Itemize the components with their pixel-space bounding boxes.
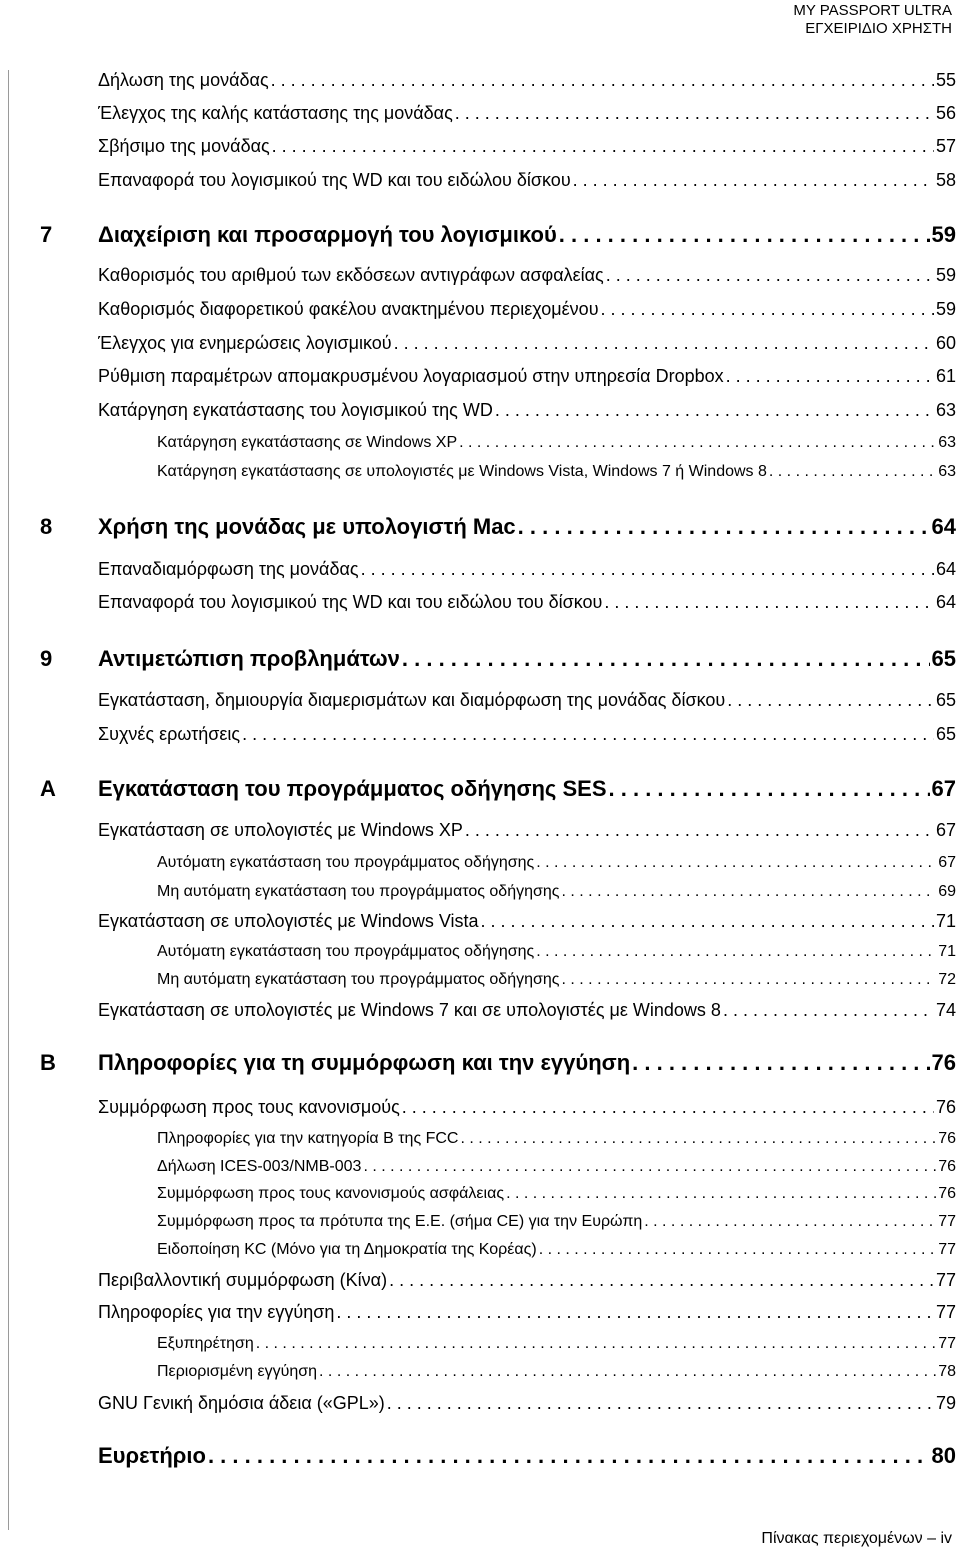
toc-entry-page: 61 xyxy=(935,366,956,386)
toc-entry[interactable] xyxy=(98,299,956,320)
toc-entry[interactable] xyxy=(98,592,956,613)
toc-entry-page: 65 xyxy=(935,724,956,744)
toc-entry-page: 76 xyxy=(931,1050,956,1075)
toc-entry[interactable] xyxy=(157,943,956,961)
toc-entry-page: 77 xyxy=(938,1241,956,1258)
toc-entry[interactable] xyxy=(157,434,956,452)
toc-entry[interactable] xyxy=(98,1270,956,1291)
toc-entry-page: 59 xyxy=(935,265,956,285)
toc-entry-title: Συμμόρφωση προς τα πρότυπα της Ε.Ε. (σήμα CE) για την Ευρώπη xyxy=(157,1213,643,1230)
dot-leader xyxy=(271,70,934,91)
dot-leader xyxy=(562,883,937,901)
dot-leader xyxy=(363,1158,936,1176)
toc-entry[interactable] xyxy=(98,690,956,711)
header-product: MY PASSPORT ULTRA xyxy=(793,2,952,19)
toc-entry-title: Πληροφορίες για την εγγύηση xyxy=(98,1302,335,1322)
toc-entry[interactable] xyxy=(98,366,956,387)
toc-entry-page: 65 xyxy=(931,646,956,671)
dot-leader xyxy=(536,854,936,872)
toc-entry-title: Κατάργηση εγκατάστασης σε Windows XP xyxy=(157,434,458,451)
toc-entry[interactable] xyxy=(157,1213,956,1231)
toc-entry[interactable] xyxy=(98,1000,956,1021)
toc-entry-page: 76 xyxy=(938,1130,956,1147)
chapter-number: 8 xyxy=(40,514,53,539)
toc-entry-page: 64 xyxy=(931,514,956,539)
toc-entry[interactable] xyxy=(157,1185,956,1203)
toc-entry-page: 55 xyxy=(935,70,956,90)
dot-leader xyxy=(459,434,936,452)
dot-leader xyxy=(402,1097,934,1118)
dot-leader xyxy=(208,1443,930,1469)
dot-leader xyxy=(518,514,930,540)
chapter-number: A xyxy=(40,776,56,801)
dot-leader xyxy=(644,1213,936,1231)
page-footer: Πίνακας περιεχομένων – iv xyxy=(761,1530,952,1547)
toc-entry-page: 78 xyxy=(938,1363,956,1380)
toc-entry[interactable] xyxy=(157,463,956,481)
dot-leader xyxy=(506,1185,936,1203)
toc-entry-title: Μη αυτόματη εγκατάσταση του προγράμματος οδήγησης xyxy=(157,971,560,988)
toc-entry[interactable] xyxy=(98,136,956,157)
toc-chapter-entry[interactable] xyxy=(98,222,956,248)
toc-entry[interactable] xyxy=(98,170,956,191)
toc-entry[interactable] xyxy=(98,70,956,91)
dot-leader xyxy=(601,299,934,320)
dot-leader xyxy=(460,1130,936,1148)
toc-entry-title: Πληροφορίες για την κατηγορία B της FCC xyxy=(157,1130,459,1147)
toc-entry-page: 67 xyxy=(935,820,956,840)
dot-leader xyxy=(726,366,934,387)
dot-leader xyxy=(539,1241,937,1259)
toc-entry-title: Συχνές ερωτήσεις xyxy=(98,724,241,744)
dot-leader xyxy=(632,1050,929,1076)
chapter-number: 9 xyxy=(40,646,53,671)
toc-entry[interactable] xyxy=(98,400,956,421)
toc-entry-title: Επαναδιαμόρφωση της μονάδας xyxy=(98,559,359,579)
toc-entry-title: Καθορισμός διαφορετικού φακέλου ανακτημένου περιεχομένου xyxy=(98,299,599,319)
toc-entry-title: Εγκατάσταση, δημιουργία διαμερισμάτων και διαμόρφωση της μονάδας δίσκου xyxy=(98,690,726,710)
toc-entry-title: Πληροφορίες για τη συμμόρφωση και την εγγύηση xyxy=(98,1050,631,1075)
dot-leader xyxy=(481,911,934,932)
chapter-number: 7 xyxy=(40,222,53,247)
dot-leader xyxy=(336,1302,934,1323)
toc-entry-title: Κατάργηση εγκατάστασης του λογισμικού της WD xyxy=(98,400,493,420)
toc-entry-page: 77 xyxy=(935,1302,956,1322)
dot-leader xyxy=(723,1000,934,1021)
toc-entry-title: Δήλωση της μονάδας xyxy=(98,70,269,90)
toc-entry-page: 63 xyxy=(938,463,956,480)
toc-entry-title: Συμμόρφωση προς τους κανονισμούς ασφάλειας xyxy=(157,1185,505,1202)
toc-entry-title: Αντιμετώπιση προβλημάτων xyxy=(98,646,400,671)
toc-entry-page: 77 xyxy=(938,1213,956,1230)
toc-entry-title: Ρύθμιση παραμέτρων απομακρυσμένου λογαριασμού στην υπηρεσία Dropbox xyxy=(98,366,724,386)
toc-entry[interactable] xyxy=(98,724,956,745)
toc-entry[interactable] xyxy=(98,911,956,932)
toc-entry[interactable] xyxy=(157,1363,956,1381)
chapter-number: B xyxy=(40,1050,56,1075)
toc-entry-page: 76 xyxy=(935,1097,956,1117)
dot-leader xyxy=(536,943,936,961)
toc-entry-title: Εγκατάσταση σε υπολογιστές με Windows 7 και σε υπολογιστές με Windows 8 xyxy=(98,1000,721,1020)
toc-entry-title: Αυτόματη εγκατάσταση του προγράμματος οδήγησης xyxy=(157,854,535,871)
toc-entry-page: 63 xyxy=(938,434,956,451)
dot-leader xyxy=(465,820,934,841)
toc-entry-title: Ειδοποίηση KC (Μόνο για τη Δημοκρατία της Κορέας) xyxy=(157,1241,537,1258)
toc-entry-title: Ευρετήριο xyxy=(98,1443,206,1468)
toc-entry-title: Επαναφορά του λογισμικού της WD και του ειδώλου του δίσκου xyxy=(98,592,603,612)
toc-entry[interactable] xyxy=(157,883,956,901)
toc-entry[interactable] xyxy=(98,265,956,286)
toc-entry-page: 76 xyxy=(938,1158,956,1175)
dot-leader xyxy=(769,463,936,481)
toc-entry-page: 71 xyxy=(935,911,956,931)
dot-leader xyxy=(256,1335,936,1353)
toc-entry-page: 56 xyxy=(935,103,956,123)
toc-entry-title: Αυτόματη εγκατάσταση του προγράμματος οδήγησης xyxy=(157,943,535,960)
toc-entry-page: 77 xyxy=(935,1270,956,1290)
toc-entry-page: 76 xyxy=(938,1185,956,1202)
toc-entry[interactable] xyxy=(98,103,956,124)
toc-entry[interactable] xyxy=(157,1130,956,1148)
toc-entry-page: 63 xyxy=(935,400,956,420)
toc-entry-title: Κατάργηση εγκατάστασης σε υπολογιστές με Windows Vista, Windows 7 ή Windows 8 xyxy=(157,463,767,480)
toc-entry[interactable] xyxy=(98,1097,956,1118)
dot-leader xyxy=(361,559,934,580)
toc-entry-page: 64 xyxy=(935,592,956,612)
toc-chapter-entry[interactable] xyxy=(98,776,956,802)
toc-entry-title: GNU Γενική δημόσια άδεια («GPL») xyxy=(98,1393,385,1413)
toc-entry[interactable] xyxy=(157,1335,956,1353)
toc-chapter-entry[interactable] xyxy=(98,1443,956,1469)
toc-entry-title: Επαναφορά του λογισμικού της WD και του ειδώλου δίσκου xyxy=(98,170,571,190)
toc-chapter-entry[interactable] xyxy=(98,514,956,540)
toc-entry[interactable] xyxy=(98,559,956,580)
toc-entry-title: Εγκατάσταση σε υπολογιστές με Windows XP xyxy=(98,820,463,840)
dot-leader xyxy=(455,103,934,124)
toc-entry-page: 65 xyxy=(935,690,956,710)
toc-entry[interactable] xyxy=(98,1302,956,1323)
toc-entry-title: Μη αυτόματη εγκατάσταση του προγράμματος οδήγησης xyxy=(157,883,560,900)
dot-leader xyxy=(319,1363,936,1381)
toc-entry-page: 79 xyxy=(935,1393,956,1413)
dot-leader xyxy=(604,592,934,613)
toc-entry-page: 72 xyxy=(938,971,956,988)
dot-leader xyxy=(727,690,934,711)
toc-entry-title: Συμμόρφωση προς τους κανονισμούς xyxy=(98,1097,400,1117)
dot-leader xyxy=(242,724,934,745)
toc-entry-page: 77 xyxy=(938,1335,956,1352)
toc-entry-page: 58 xyxy=(935,170,956,190)
toc-entry-title: Εγκατάσταση σε υπολογιστές με Windows Vista xyxy=(98,911,479,931)
dot-leader xyxy=(394,333,934,354)
toc-entry-page: 59 xyxy=(935,299,956,319)
toc-entry-title: Δήλωση ICES-003/NMB-003 xyxy=(157,1158,362,1175)
toc-entry-title: Χρήση της μονάδας με υπολογιστή Mac xyxy=(98,514,516,539)
toc-entry[interactable] xyxy=(98,1393,956,1414)
toc-entry[interactable] xyxy=(98,333,956,354)
toc-entry-page: 69 xyxy=(938,883,956,900)
toc-entry-page: 71 xyxy=(938,943,956,960)
toc-entry[interactable] xyxy=(157,1241,956,1259)
toc-entry-title: Περιορισμένη εγγύηση xyxy=(157,1363,318,1380)
dot-leader xyxy=(402,646,930,672)
toc-entry-page: 74 xyxy=(935,1000,956,1020)
toc-entry-title: Εξυπηρέτηση xyxy=(157,1335,254,1352)
running-header xyxy=(793,2,952,38)
toc-entry-page: 80 xyxy=(931,1443,956,1468)
toc-entry-title: Έλεγχος της καλής κατάστασης της μονάδας xyxy=(98,103,453,123)
toc-entry-page: 60 xyxy=(935,333,956,353)
toc-entry-page: 57 xyxy=(935,136,956,156)
left-margin-rule xyxy=(8,70,9,1530)
dot-leader xyxy=(387,1393,934,1414)
dot-leader xyxy=(606,265,934,286)
toc-chapter-entry[interactable] xyxy=(98,646,956,672)
toc-entry-title: Περιβαλλοντική συμμόρφωση (Κίνα) xyxy=(98,1270,388,1290)
dot-leader xyxy=(562,971,937,989)
toc-entry-page: 67 xyxy=(938,854,956,871)
toc-entry-title: Διαχείριση και προσαρμογή του λογισμικού xyxy=(98,222,557,247)
dot-leader xyxy=(573,170,934,191)
dot-leader xyxy=(389,1270,934,1291)
dot-leader xyxy=(272,136,934,157)
toc-entry-title: Εγκατάσταση του προγράμματος οδήγησης SES xyxy=(98,776,607,801)
toc-entry-title: Έλεγχος για ενημερώσεις λογισμικού xyxy=(98,333,392,353)
toc-entry-page: 67 xyxy=(931,776,956,801)
toc-entry-title: Σβήσιμο της μονάδας xyxy=(98,136,270,156)
toc-entry[interactable] xyxy=(157,854,956,872)
toc-entry[interactable] xyxy=(157,1158,956,1176)
toc-entry[interactable] xyxy=(98,820,956,841)
dot-leader xyxy=(495,400,934,421)
dot-leader xyxy=(609,776,930,802)
header-manual: ΕΓΧΕΙΡΙΔΙΟ ΧΡΗΣΤΗ xyxy=(805,20,952,37)
toc-entry-title: Καθορισμός του αριθμού των εκδόσεων αντιγράφων ασφαλείας xyxy=(98,265,604,285)
toc-entry[interactable] xyxy=(157,971,956,989)
toc-entry-page: 59 xyxy=(931,222,956,247)
dot-leader xyxy=(559,222,930,248)
toc-entry-page: 64 xyxy=(935,559,956,579)
toc-chapter-entry[interactable] xyxy=(98,1050,956,1076)
